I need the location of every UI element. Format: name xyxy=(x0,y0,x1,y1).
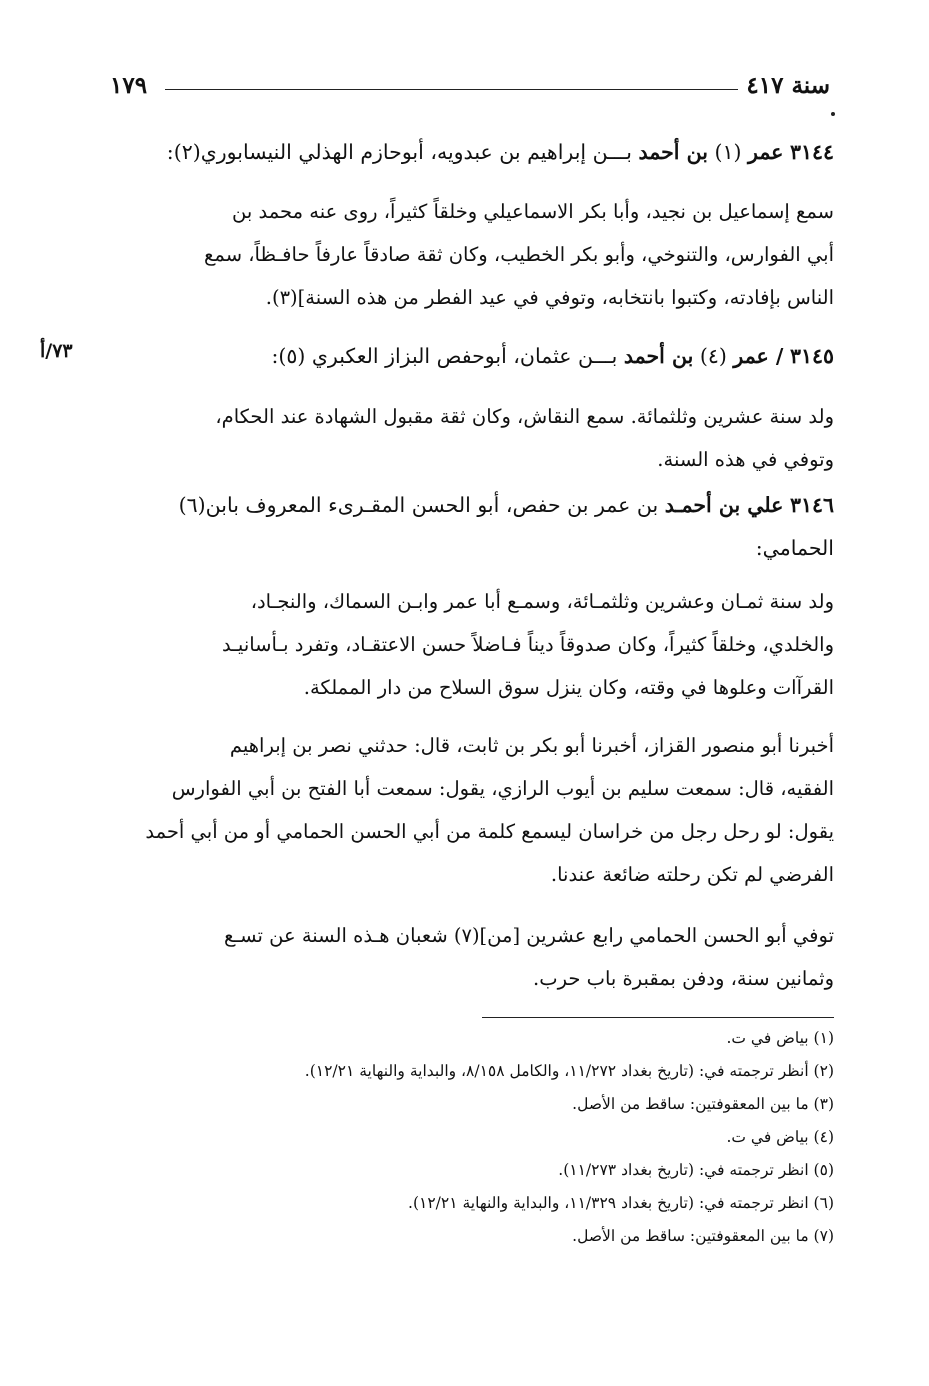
entry-heading-rest: بن عمر بن حفص، أبو الحسن المقـرىء المعروف بابن(٦) xyxy=(178,493,659,517)
text-line: سمع إسماعيل بن نجيد، وأبا بكر الاسماعيلي وخلقاً كثيراً، روى عنه محمد بن xyxy=(232,200,834,223)
text-line: ولد سنة عشرين وثلثمائة. سمع النقاش، وكان ثقة مقبول الشهادة عند الحكام، xyxy=(215,405,834,428)
footnote: (٧) ما بين المعقوفتين: ساقط من الأصل. xyxy=(572,1227,834,1245)
text-line: توفي أبو الحسن الحمامي رابع عشرين [من](٧) شعبان هـذه السنة عن تسـع xyxy=(224,924,834,947)
footnote-ref: (١) xyxy=(714,140,742,164)
entry-heading-rest: بـــن إبراهيم بن عبدويه، أبوحازم الهذلي النيسابوري(٢): xyxy=(166,140,632,164)
entry-number: ٣١٤٦ xyxy=(789,493,834,517)
entry-name: علي بن أحمـد xyxy=(664,493,784,517)
footnote: (٦) انظر ترجمته في: (تاريخ بغداد ١١/٣٢٩، والبداية والنهاية ١٢/٢١). xyxy=(408,1194,834,1212)
text-line: الفرضي لم تكن رحلته ضائعة عندنا. xyxy=(550,863,834,886)
text-line: ولد سنة ثمـان وعشرين وثلثمـائة، وسمـع أبا عمر وابـن السماك، والنجـاد، xyxy=(250,590,834,613)
text-line: وتوفي في هذه السنة. xyxy=(657,448,834,471)
text-line: أخبرنا أبو منصور القزاز، أخبرنا أبو بكر بن ثابت، قال: حدثني نصر بن إبراهيم xyxy=(229,734,834,757)
manuscript-folio-note: ٧٣/أ xyxy=(40,340,73,362)
header-year-title: سنة ٤١٧ xyxy=(746,72,830,99)
running-header xyxy=(110,72,830,106)
text-line: أبي الفوارس، والتنوخي، وأبو بكر الخطيب، وكان ثقة صادقاً عارفاً حافـظاً، سمع xyxy=(204,243,834,266)
entry-name-part: بن أحمد xyxy=(623,344,694,368)
footnote: (٥) انظر ترجمته في: (تاريخ بغداد ١١/٢٧٣). xyxy=(558,1161,834,1179)
entry-3145-body xyxy=(110,395,834,481)
entry-name-part: بن أحمد xyxy=(638,140,708,164)
ink-dot xyxy=(831,112,835,116)
entry-3145 xyxy=(110,335,834,378)
footnote-ref: (٤) xyxy=(699,344,727,368)
text-line: القرآات وعلوها في وقته، وكان ينزل سوق السلاح من دار المملكة. xyxy=(303,676,834,699)
header-rule xyxy=(165,89,738,90)
entry-name: / عمر xyxy=(733,344,784,368)
footnote: (٤) بياض في ت. xyxy=(726,1128,834,1146)
entry-3144-body xyxy=(110,190,834,319)
text-line: الناس بإفادته، وكتبوا بانتخابه، وتوفي في عيد الفطر من هذه السنة](٣). xyxy=(265,286,834,309)
text-line: وثمانين سنة، ودفن بمقبرة باب حرب. xyxy=(533,967,834,990)
entry-heading xyxy=(110,335,834,378)
entry-heading-rest: بـــن عثمان، أبوحفص البزاز العكبري (٥): xyxy=(271,344,618,368)
entry-heading xyxy=(110,131,834,174)
entry-name: عمر xyxy=(748,140,784,164)
entry-3146-narration xyxy=(110,724,834,896)
footnote: (٣) ما بين المعقوفتين: ساقط من الأصل. xyxy=(572,1095,834,1113)
entry-3146 xyxy=(110,484,834,570)
entry-heading xyxy=(110,484,834,527)
entry-number: ٣١٤٥ xyxy=(789,344,834,368)
footnote: (١) بياض في ت. xyxy=(726,1029,834,1047)
text-line: والخلدي، وخلقاً كثيراً، وكان صدوقاً ديناً فـاضلاً حسن الاعتقـاد، وتفرد بـأسانيـد xyxy=(221,633,834,656)
entry-3146-body xyxy=(110,580,834,709)
entry-3144 xyxy=(110,131,834,174)
footnotes xyxy=(110,1022,834,1253)
page-number: ١٧٩ xyxy=(110,72,148,99)
text-line: يقول: لو رحل رجل من خراسان ليسمع كلمة من أبي الحسن الحمامي أو من أبي أحمد xyxy=(145,820,834,843)
entry-heading-continuation: الحمامي: xyxy=(755,536,834,560)
entry-number: ٣١٤٤ xyxy=(789,140,834,164)
entry-3146-death xyxy=(110,914,834,1000)
footnote-rule xyxy=(482,1017,834,1018)
footnote: (٢) أنظر ترجمته في: (تاريخ بغداد ١١/٢٧٢، والكامل ٨/١٥٨، والبداية والنهاية ١٢/٢١). xyxy=(304,1062,834,1080)
text-line: الفقيه، قال: سمعت سليم بن أيوب الرازي، يقول: سمعت أبا الفتح بن أبي الفوارس xyxy=(171,777,834,800)
